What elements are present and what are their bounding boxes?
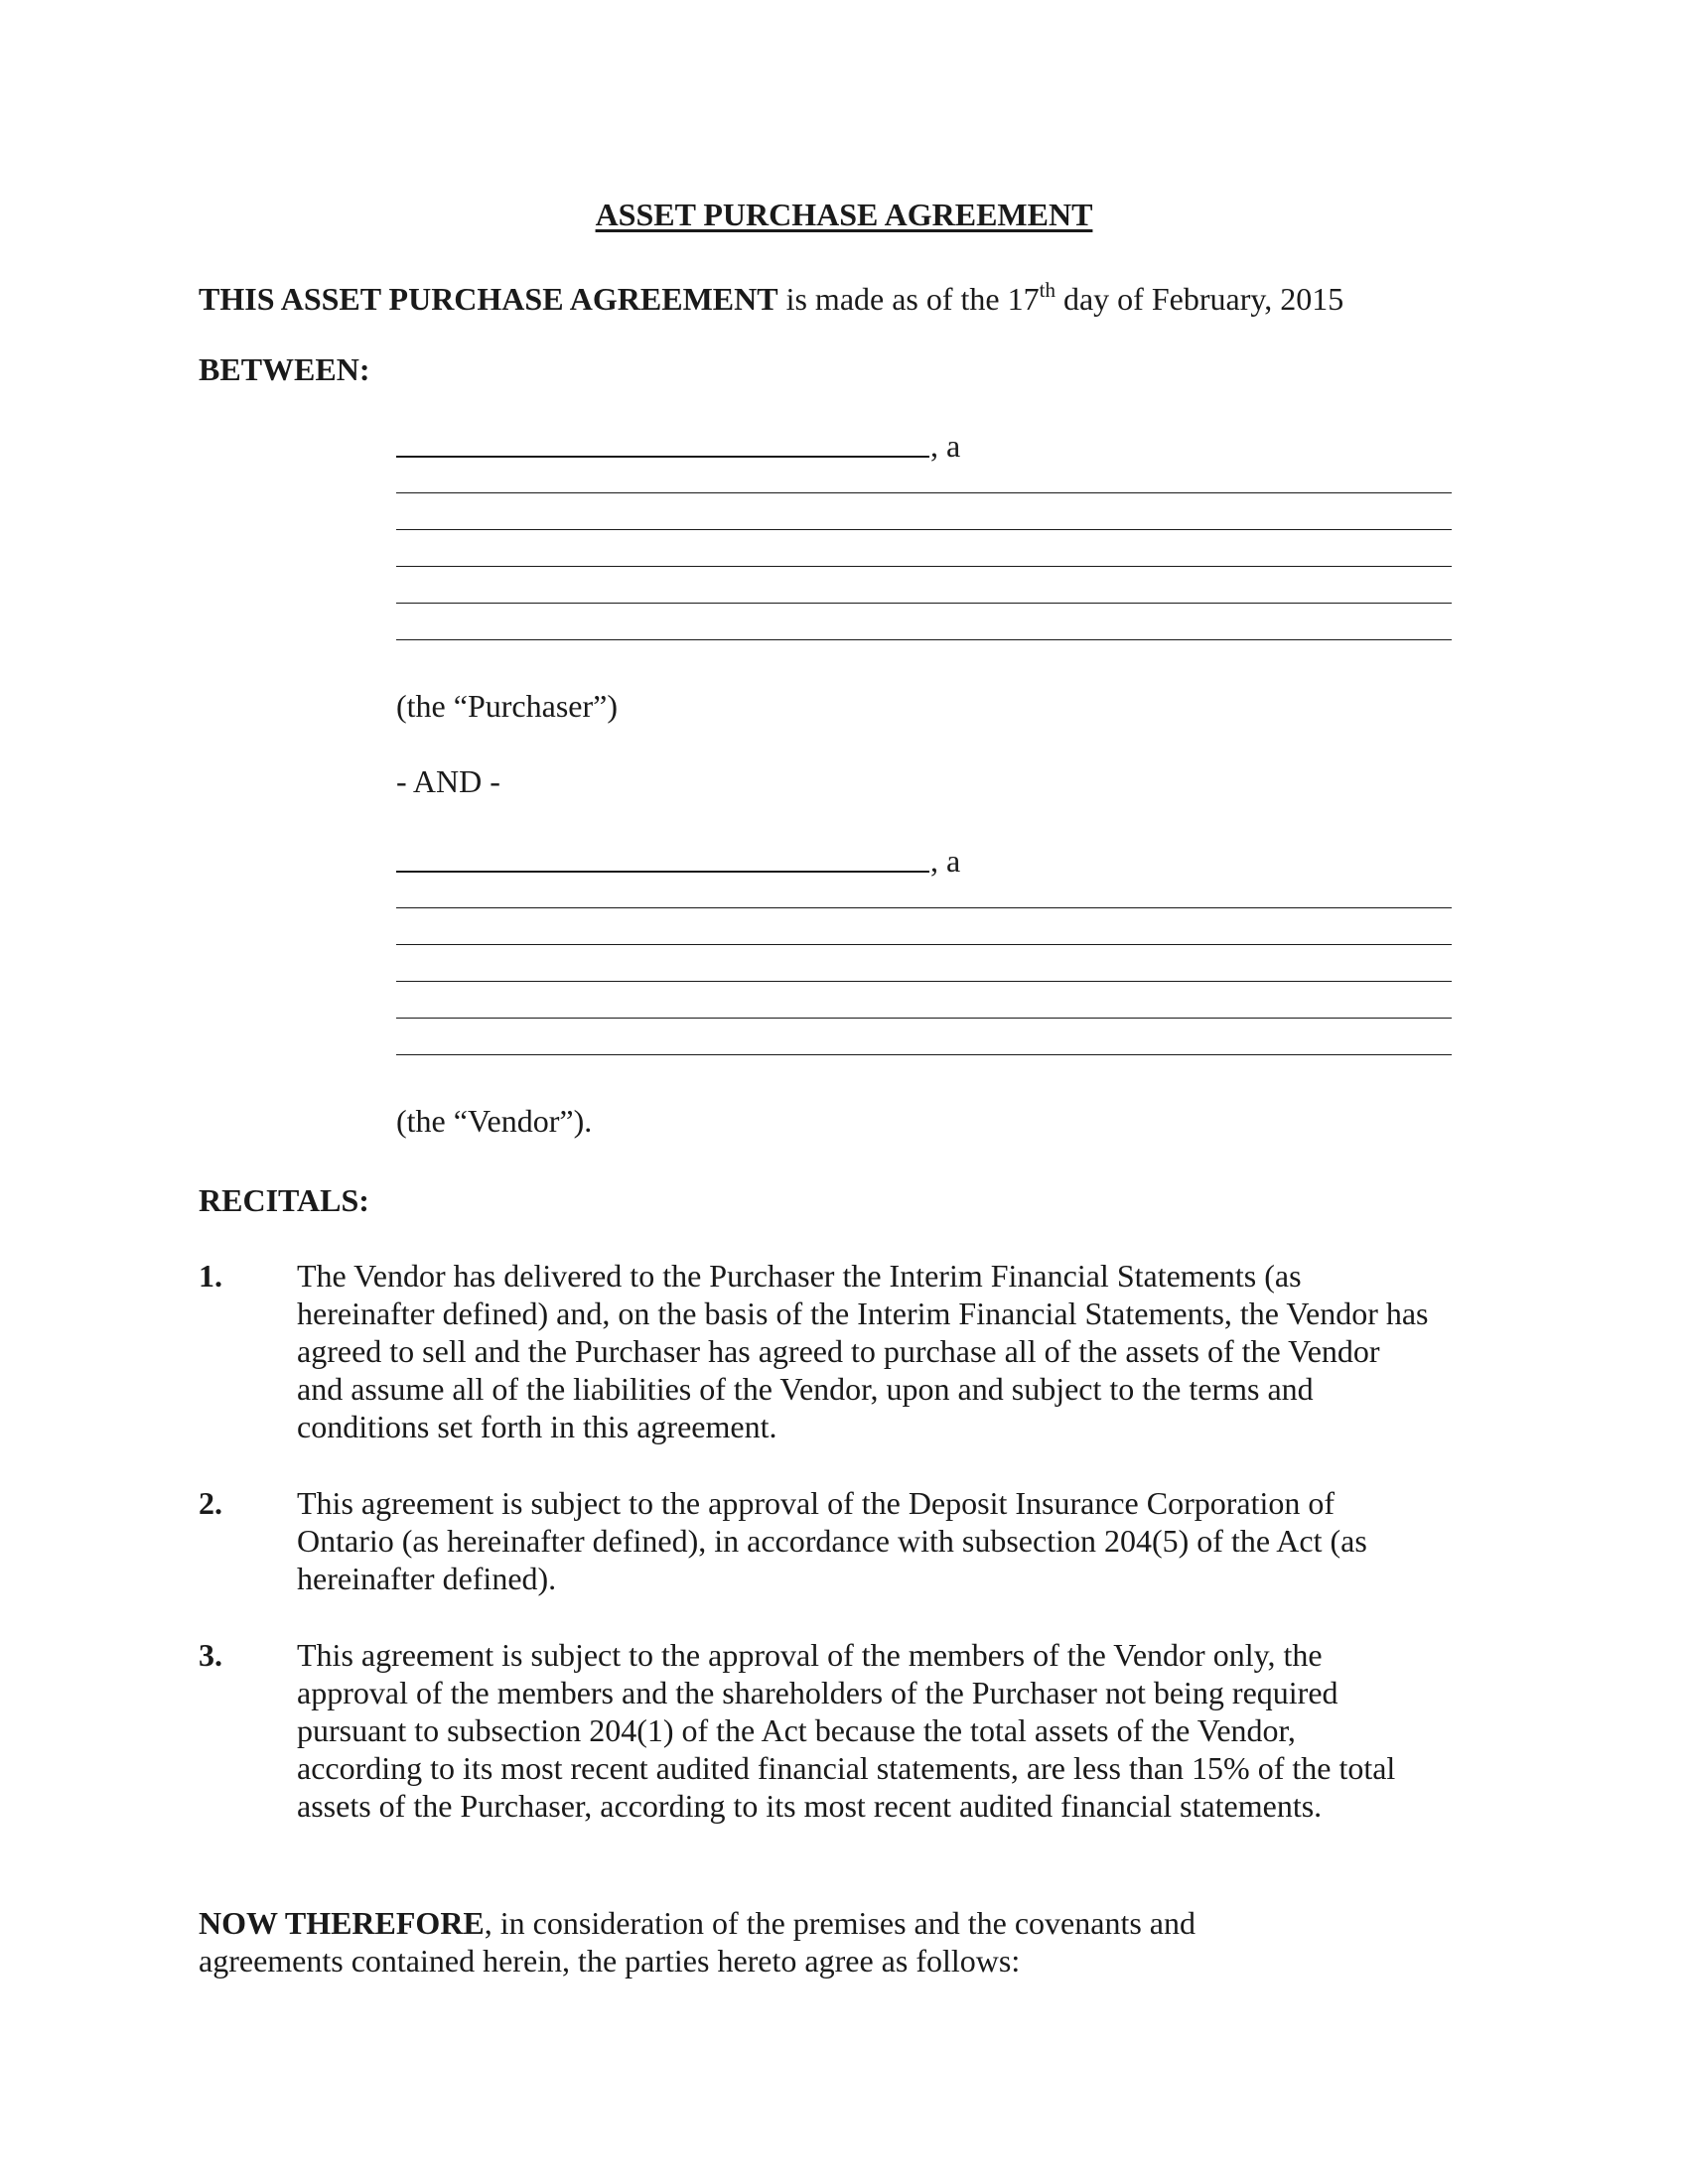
vendor-address-blank[interactable] — [396, 907, 1452, 908]
recital-line: hereinafter defined) and, on the basis of the Interim Financial Statements, the Vendor has — [297, 1296, 1429, 1331]
now-therefore-line1 — [199, 1904, 1196, 1942]
recital-line: conditions set forth in this agreement. — [297, 1409, 777, 1444]
recital-line: The Vendor has delivered to the Purchaser the Interim Financial Statements (as — [297, 1258, 1302, 1294]
and-separator: - AND - — [396, 763, 500, 799]
recitals-heading: RECITALS: — [199, 1182, 369, 1218]
vendor-suffix: , a — [930, 843, 961, 879]
vendor-address-blank[interactable] — [396, 944, 1452, 945]
recital-number: 3. — [199, 1637, 222, 1673]
intro-bold: THIS ASSET PURCHASE AGREEMENT — [199, 281, 778, 317]
recital-text — [297, 1636, 1498, 1825]
recital-number: 1. — [199, 1258, 222, 1294]
between-label: BETWEEN: — [199, 351, 370, 387]
vendor-label: (the “Vendor”). — [396, 1103, 593, 1139]
purchaser-address-blank[interactable] — [396, 603, 1452, 604]
now-therefore-text: , in consideration of the premises and the covenants and — [484, 1905, 1196, 1941]
vendor-name-blank[interactable] — [396, 871, 929, 873]
document-title: ASSET PURCHASE AGREEMENT — [595, 197, 1093, 232]
purchaser-name-blank[interactable] — [396, 456, 929, 458]
vendor-address-blank[interactable] — [396, 1054, 1452, 1055]
purchaser-address-blank[interactable] — [396, 639, 1452, 640]
recital-line: according to its most recent audited financial statements, are less than 15% of the total — [297, 1750, 1396, 1786]
recital-number: 2. — [199, 1485, 222, 1521]
recital-line: and assume all of the liabilities of the Vendor, upon and subject to the terms and — [297, 1371, 1314, 1407]
purchaser-address-blank[interactable] — [396, 529, 1452, 530]
now-therefore-bold: NOW THEREFORE — [199, 1905, 485, 1941]
intro-superscript: th — [1039, 278, 1055, 302]
purchaser-address-blank[interactable] — [396, 492, 1452, 493]
purchaser-label: (the “Purchaser”) — [396, 688, 618, 724]
purchaser-suffix: , a — [930, 428, 961, 464]
recital-text — [297, 1257, 1498, 1445]
intro-text-after: day of February, 2015 — [1055, 281, 1344, 317]
recital-line: This agreement is subject to the approval of the members of the Vendor only, the — [297, 1637, 1323, 1673]
vendor-address-blank[interactable] — [396, 981, 1452, 982]
recital-line: pursuant to subsection 204(1) of the Act because the total assets of the Vendor, — [297, 1712, 1296, 1748]
purchaser-address-blank[interactable] — [396, 566, 1452, 567]
now-therefore-line2: agreements contained herein, the parties hereto agree as follows: — [199, 1943, 1021, 1979]
recital-line: Ontario (as hereinafter defined), in accordance with subsection 204(5) of the Act (as — [297, 1523, 1367, 1559]
recital-line: This agreement is subject to the approval of the Deposit Insurance Corporation of — [297, 1485, 1336, 1521]
recital-text — [297, 1484, 1498, 1597]
recital-line: approval of the members and the shareholders of the Purchaser not being required — [297, 1675, 1338, 1710]
recital-line: agreed to sell and the Purchaser has agreed to purchase all of the assets of the Vendor — [297, 1333, 1380, 1369]
recital-line: hereinafter defined). — [297, 1561, 557, 1596]
intro-text: is made as of the 17 — [777, 281, 1040, 317]
vendor-address-blank[interactable] — [396, 1018, 1452, 1019]
recital-line: assets of the Purchaser, according to its most recent audited financial statements. — [297, 1788, 1323, 1824]
intro-paragraph — [199, 280, 1343, 322]
